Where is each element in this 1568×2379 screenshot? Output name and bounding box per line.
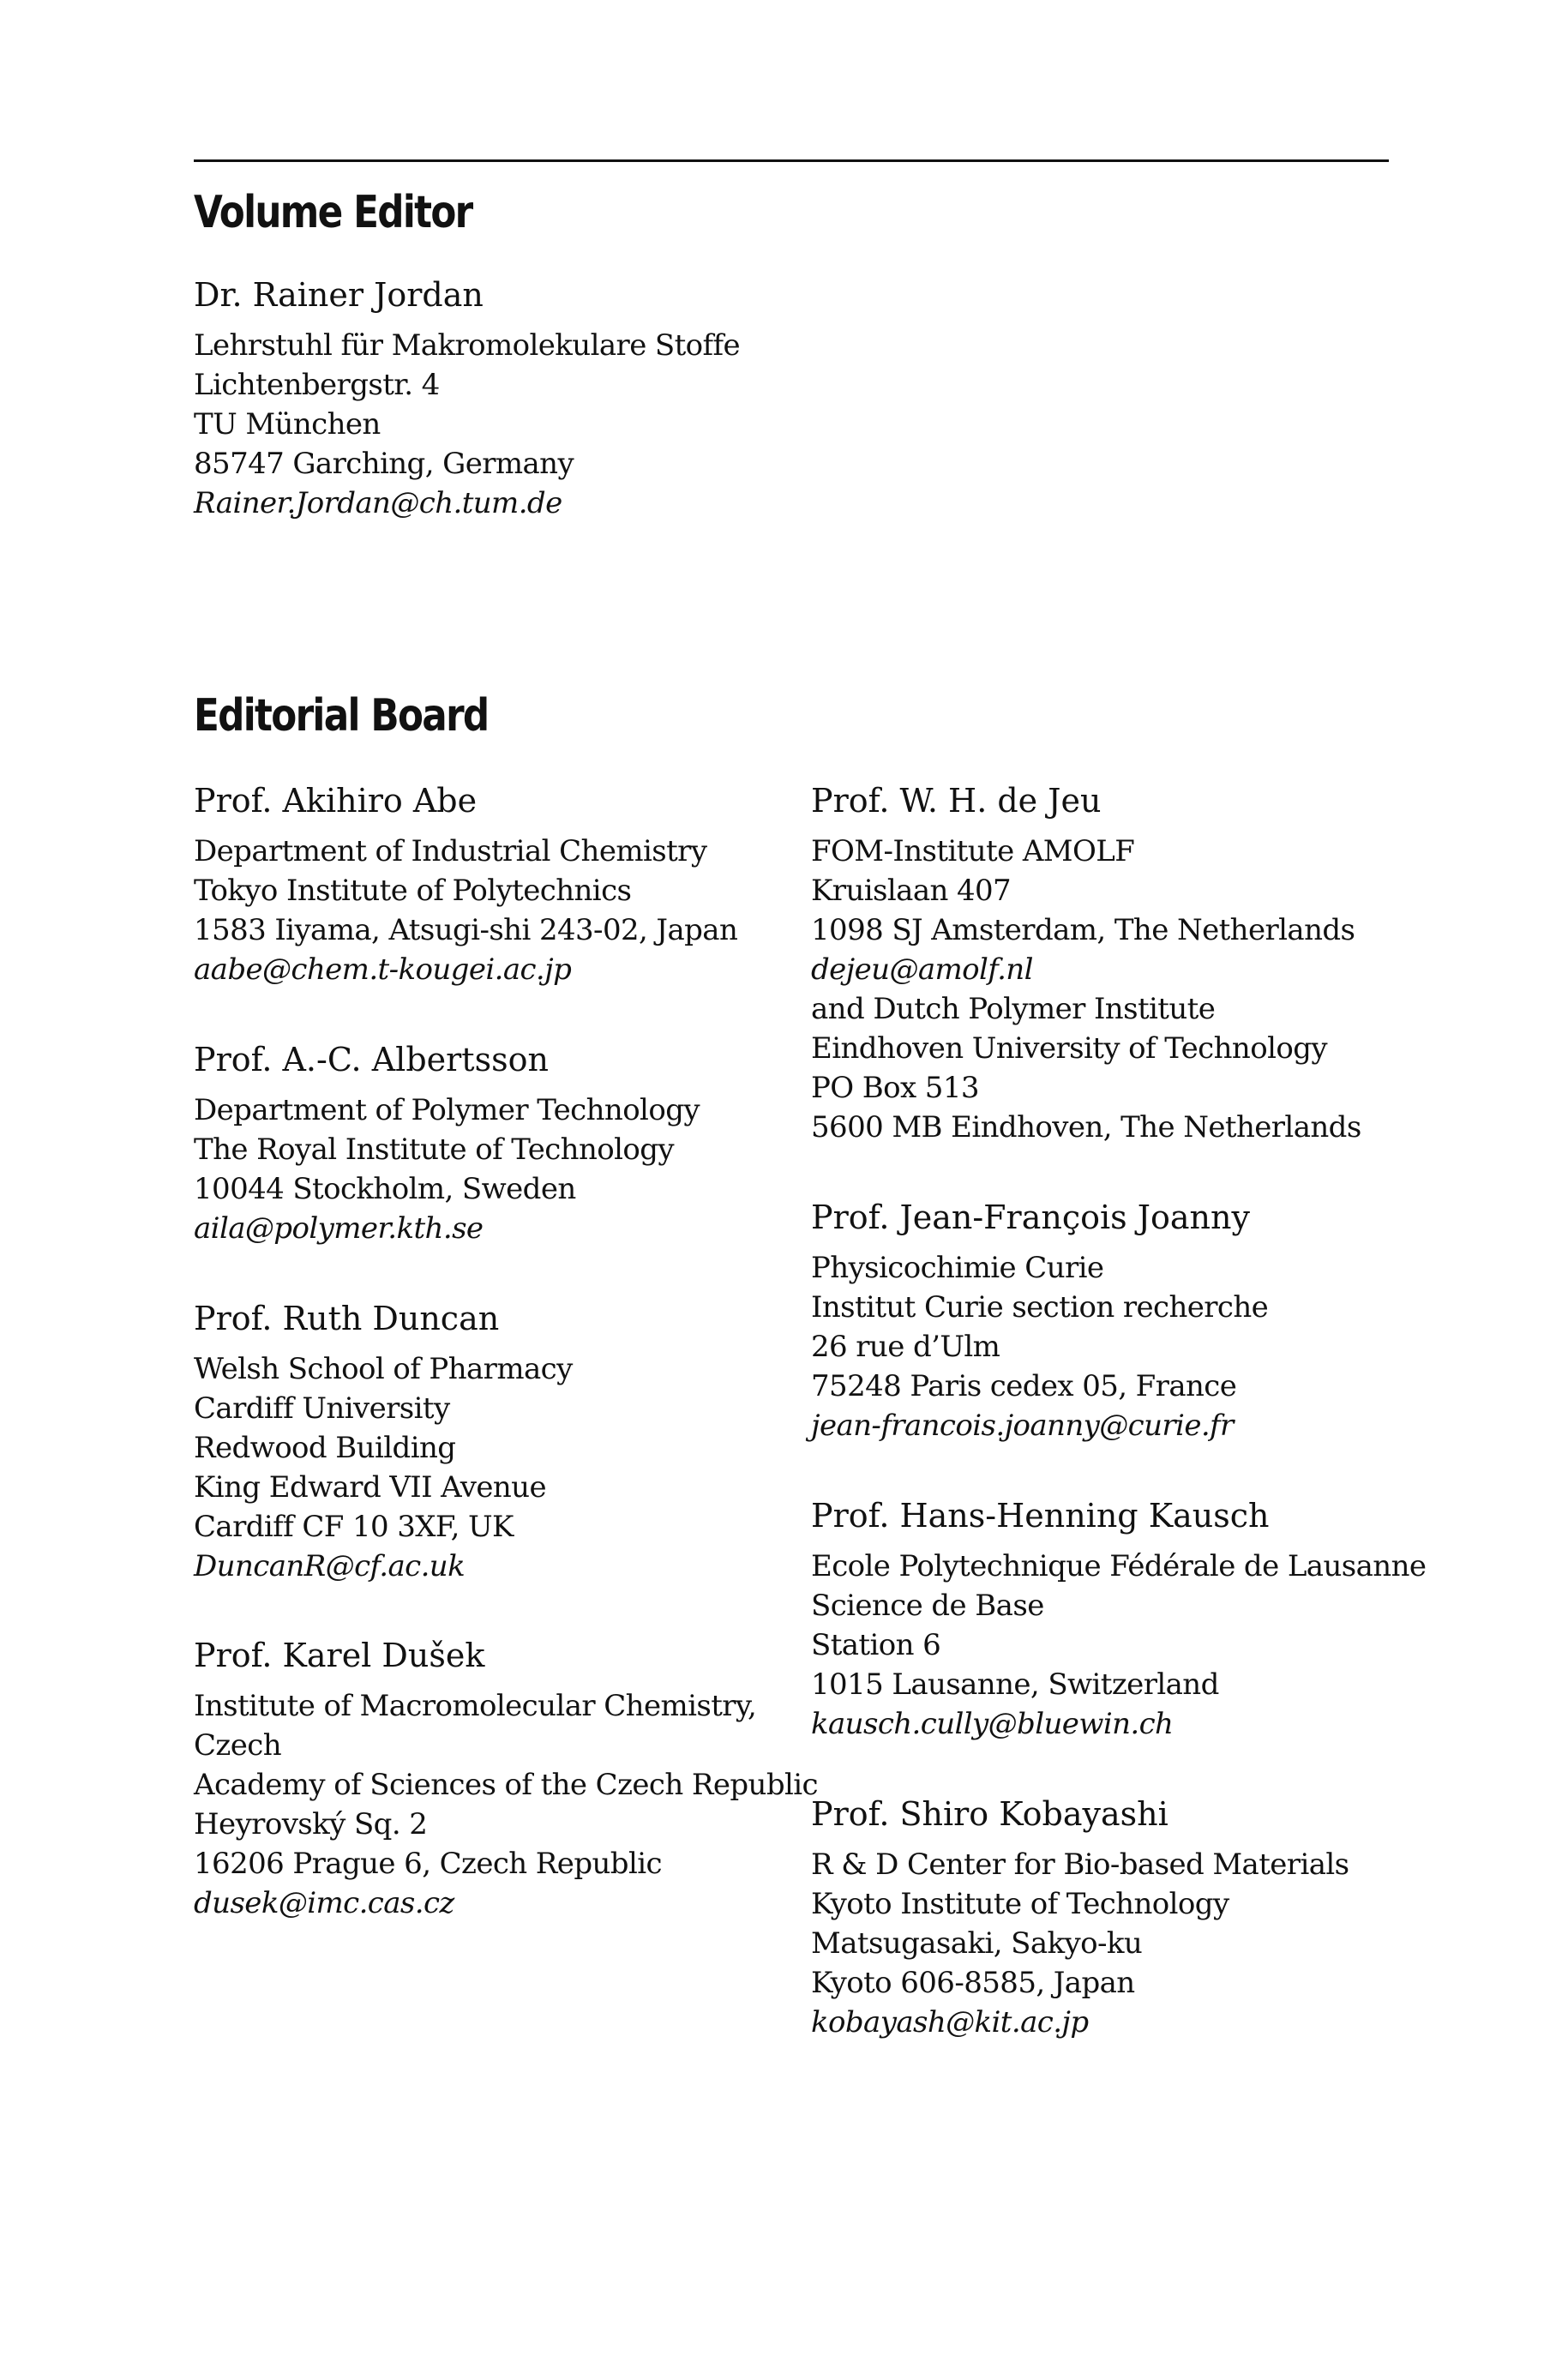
address-line: 1583 Iiyama, Atsugi-shi 243-02, Japan	[194, 913, 738, 947]
address-line: Tokyo Institute of Polytechnics	[194, 874, 632, 908]
address-line: Cardiff CF 10 3XF, UK	[194, 1510, 514, 1544]
board-member	[194, 1300, 811, 1586]
address-line: The Royal Institute of Technology	[194, 1132, 675, 1167]
address-line: Matsugasaki, Sakyo-ku	[811, 1926, 1143, 1961]
address-line: Welsh School of Pharmacy	[194, 1352, 573, 1386]
address-line: Lichtenbergstr. 4	[194, 368, 440, 402]
email-link[interactable]: DuncanR@cf.ac.uk	[194, 1549, 466, 1583]
editorial-board-heading: Editorial Board	[194, 690, 489, 742]
top-rule	[194, 159, 1389, 162]
address-line: 1015 Lausanne, Switzerland	[811, 1667, 1219, 1702]
member-name: Prof. Hans-Henning Kausch	[811, 1497, 1270, 1535]
address-line: 16206 Prague 6, Czech Republic	[194, 1847, 662, 1881]
address-line: FOM-Institute AMOLF	[811, 834, 1135, 868]
address-line: Physicochimie Curie	[811, 1251, 1104, 1285]
address-line: Department of Polymer Technology	[194, 1093, 700, 1127]
address-line: 85747 Garching, Germany	[194, 447, 574, 481]
address-line: Kyoto Institute of Technology	[811, 1887, 1229, 1921]
board-member	[811, 1497, 1428, 1744]
address-line: Lehrstuhl für Makromolekulare Stoffe	[194, 328, 741, 363]
board-member	[811, 1199, 1428, 1445]
address-line: Cardiff University	[194, 1391, 450, 1426]
email-link[interactable]: Rainer.Jordan@ch.tum.de	[194, 486, 562, 520]
address-line: Eindhoven University of Technology	[811, 1031, 1328, 1066]
email-link[interactable]: aila@polymer.kth.se	[194, 1211, 484, 1246]
board-member	[811, 1795, 1428, 2042]
editor-name: Dr. Rainer Jordan	[194, 276, 484, 314]
email-link[interactable]: dusek@imc.cas.cz	[194, 1886, 454, 1920]
address-line: King Edward VII Avenue	[194, 1470, 546, 1505]
address-line: Kyoto 606-8585, Japan	[811, 1966, 1135, 2000]
address-line: Ecole Polytechnique Fédérale de Lausanne	[811, 1549, 1427, 1583]
address-line: Czech	[194, 1728, 281, 1763]
member-name: Prof. A.-C. Albertsson	[194, 1041, 549, 1078]
volume-editor-heading: Volume Editor	[194, 187, 472, 238]
email-link[interactable]: aabe@chem.t-kougei.ac.jp	[194, 952, 572, 987]
member-name: Prof. Ruth Duncan	[194, 1300, 500, 1337]
email-link[interactable]: kobayash@kit.ac.jp	[811, 2005, 1089, 2040]
address-line: Academy of Sciences of the Czech Republic	[194, 1768, 818, 1802]
address-line: 10044 Stockholm, Sweden	[194, 1172, 576, 1206]
address-line: R & D Center for Bio-based Materials	[811, 1847, 1349, 1882]
email-link[interactable]: dejeu@amolf.nl	[811, 952, 1033, 987]
address-line: Redwood Building	[194, 1431, 456, 1465]
board-member	[194, 782, 811, 989]
address-line: Science de Base	[811, 1589, 1044, 1623]
member-name: Prof. Jean-François Joanny	[811, 1199, 1250, 1236]
board-member	[194, 1637, 818, 1923]
address-line: 1098 SJ Amsterdam, The Netherlands	[811, 913, 1355, 947]
board-member	[811, 782, 1428, 1147]
address-line: 26 rue d’Ulm	[811, 1330, 1000, 1364]
address-line: Institut Curie section recherche	[811, 1290, 1269, 1325]
address-line: 75248 Paris cedex 05, France	[811, 1369, 1237, 1403]
member-name: Prof. Shiro Kobayashi	[811, 1795, 1168, 1833]
member-name: Prof. Karel Dušek	[194, 1637, 485, 1674]
address-line: PO Box 513	[811, 1071, 979, 1105]
address-line: Department of Industrial Chemistry	[194, 834, 707, 868]
address-line: and Dutch Polymer Institute	[811, 992, 1216, 1026]
member-name: Prof. W. H. de Jeu	[811, 782, 1102, 820]
member-name: Prof. Akihiro Abe	[194, 782, 478, 820]
email-link[interactable]: jean-francois.joanny@curie.fr	[811, 1409, 1234, 1443]
address-line: Kruislaan 407	[811, 874, 1012, 908]
volume-editor-entry	[194, 276, 811, 523]
address-line: Station 6	[811, 1628, 941, 1662]
board-member	[194, 1041, 811, 1248]
address-line: Heyrovský Sq. 2	[194, 1807, 428, 1841]
address-line: Institute of Macromolecular Chemistry,	[194, 1689, 757, 1723]
address-line: 5600 MB Eindhoven, The Netherlands	[811, 1110, 1361, 1144]
email-link[interactable]: kausch.cully@bluewin.ch	[811, 1707, 1174, 1741]
address-line: TU München	[194, 407, 381, 442]
